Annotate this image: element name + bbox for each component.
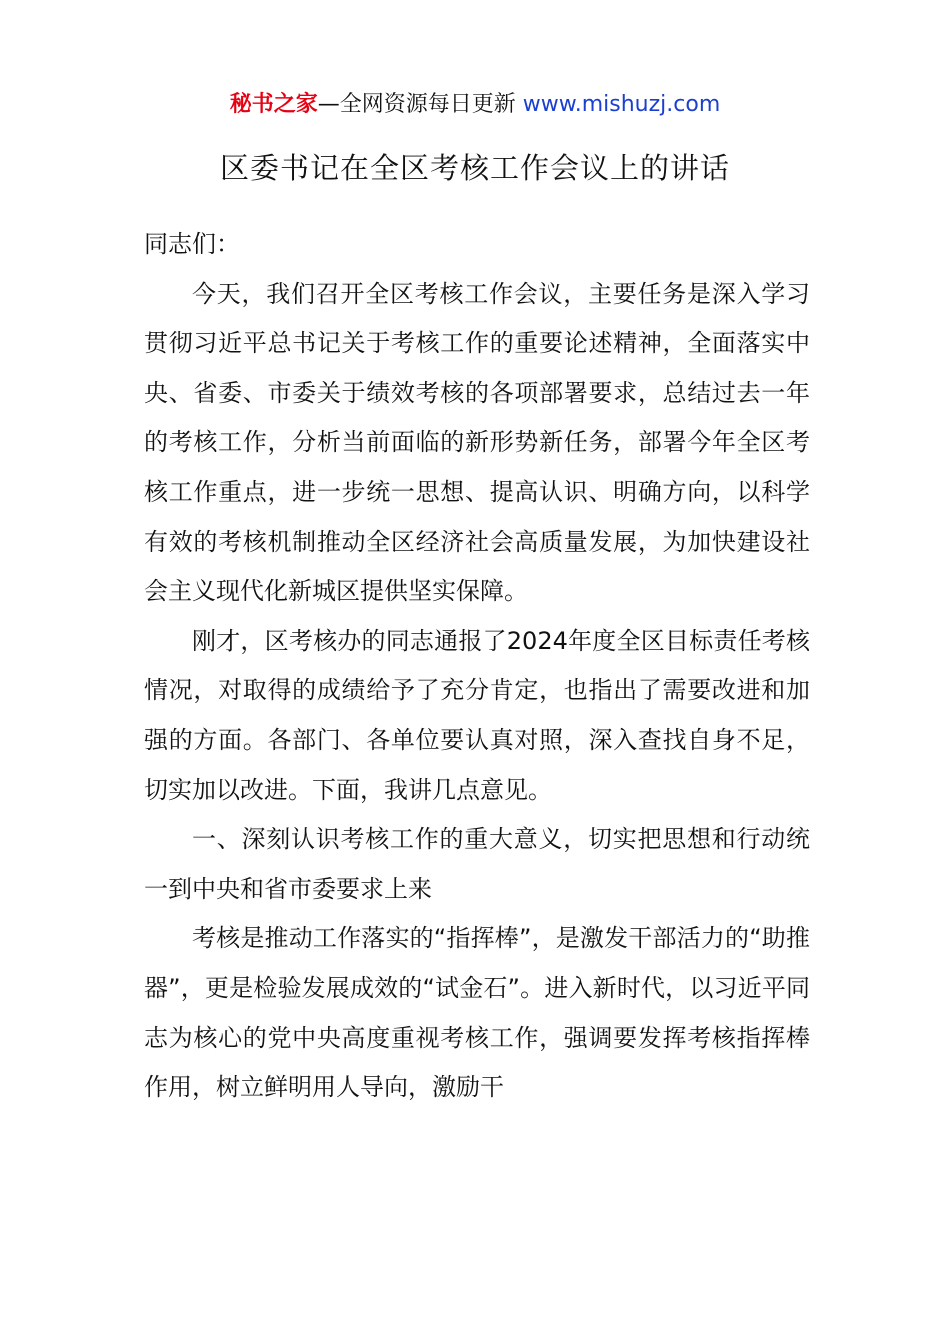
paragraph-significance: 考核是推动工作落实的“指挥棒”，是激发干部活力的“助推器”，更是检验发展成效的“试金石”。进入新时代，以习近平同志为核心的党中央高度重视考核工作，强调要发挥考核指挥棒作用，树立鲜明用人导向，激励干	[144, 924, 810, 1102]
section-heading-1: 一、深刻认识考核工作的重大意义，切实把思想和行动统一到中央和省市委要求上来	[144, 825, 810, 903]
paragraph-report: 刚才，区考核办的同志通报了2024年度全区目标责任考核情况，对取得的成绩给予了充分肯定，也指出了需要改进和加强的方面。各部门、各单位要认真对照，深入查找自身不足，切实加以改进。下面，我讲几点意见。	[144, 626, 810, 804]
site-url-link[interactable]: www.mishuzj.com	[522, 92, 721, 117]
paragraph-intro: 今天，我们召开全区考核工作会议，主要任务是深入学习贯彻习近平总书记关于考核工作的重要论述精神，全面落实中央、省委、市委关于绩效考核的各项部署要求，总结过去一年的考核工作，分析当前面临的新形势新任务，部署今年全区考核工作重点，进一步统一思想、提高认识、明确方向，以科学有效的考核机制推动全区经济社会高质量发展，为加快建设社会主义现代化新城区提供坚实保障。	[144, 279, 810, 606]
document-title: 区委书记在全区考核工作会议上的讲话	[219, 151, 730, 185]
site-header	[0, 88, 950, 122]
document-body	[144, 220, 810, 1113]
salutation: 同志们：	[144, 230, 240, 258]
brand-name: 秘书之家	[229, 92, 318, 117]
header-tagline: —全网资源每日更新	[317, 92, 516, 117]
